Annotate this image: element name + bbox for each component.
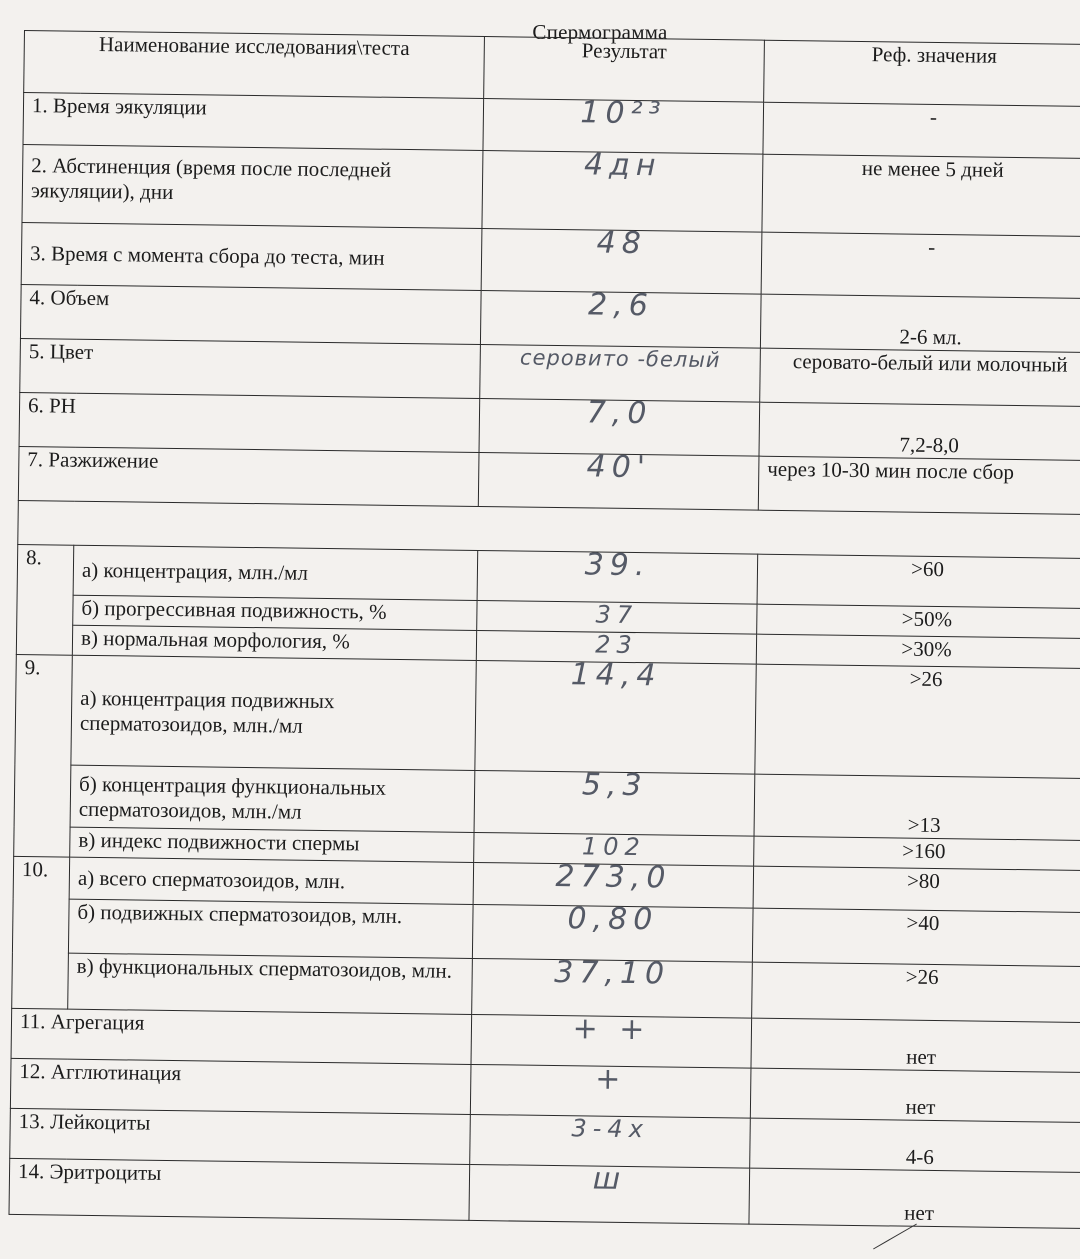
table-row [22, 144, 1080, 236]
row-ref: 7,2-8,0 [759, 402, 1080, 460]
row-ref: через 10-30 мин после сбор [758, 456, 1080, 514]
row-result: 37,10 [472, 958, 753, 1018]
table-row [15, 654, 1080, 778]
group-number: 9. [14, 654, 73, 857]
row-label: 1. Время эякуляции [23, 93, 484, 151]
row-label: 6. PH [19, 392, 480, 452]
row-label: 14. Эритроциты [9, 1158, 470, 1220]
results-table [8, 30, 1080, 1229]
group-number: 10. [12, 856, 70, 1009]
row-result: 102 [474, 832, 754, 866]
row-label: а) всего сперматозоидов, млн. [69, 857, 474, 904]
header-reference: Реф. значения [764, 40, 1080, 106]
row-label: б) подвижных сперматозоидов, млн. [68, 899, 473, 958]
row-result: 40' [478, 452, 759, 510]
row-ref: >60 [757, 554, 1080, 608]
row-ref: нет [750, 1068, 1080, 1122]
row-ref: - [763, 102, 1080, 158]
row-ref: >40 [752, 908, 1080, 966]
row-ref: нет [749, 1168, 1080, 1228]
row-label: в) индекс подвижности спермы [70, 827, 474, 862]
row-ref: >30% [756, 634, 1080, 668]
row-result: 14,4 [475, 660, 756, 774]
row-ref: - [761, 232, 1080, 298]
row-result: 23 [476, 630, 756, 664]
row-result: 5,3 [474, 770, 755, 836]
row-label: 3. Время с момента сбора до теста, мин [21, 222, 482, 290]
row-result: 0,80 [472, 904, 753, 962]
row-ref: серовато-белый или молочный [760, 348, 1080, 406]
row-result: 273,0 [473, 862, 754, 908]
row-label: 5. Цвет [20, 338, 481, 398]
row-result: 10²³ [483, 99, 764, 155]
results-sheet [8, 30, 1080, 1259]
row-result: + [470, 1064, 751, 1118]
header-result: Результат [484, 37, 765, 103]
group-number: 8. [16, 544, 73, 655]
row-result: 2,6 [480, 291, 761, 349]
row-result: + + [471, 1014, 752, 1068]
row-label: 4. Объем [20, 284, 481, 344]
row-label: а) концентрация, млн./мл [73, 545, 478, 600]
row-label: 13. Лейкоциты [10, 1108, 471, 1164]
row-result: 37 [477, 600, 757, 634]
row-result: 7,0 [479, 398, 760, 456]
row-ref: >26 [752, 962, 1080, 1022]
row-label: 2. Абстиненция (время после последней эякуляции), дни [22, 144, 483, 228]
row-label: б) концентрация функциональных сперматозоидов, млн./мл [70, 765, 475, 832]
row-result: ш [469, 1164, 750, 1224]
row-label: б) прогрессивная подвижность, % [73, 595, 477, 630]
row-ref: >50% [757, 604, 1080, 638]
row-result: 48 [481, 229, 762, 295]
row-result: серовито -белый [480, 345, 761, 403]
row-label: 12. Агглютинация [10, 1058, 471, 1114]
row-ref: >80 [753, 866, 1080, 912]
document-title: Спермограмма [532, 20, 668, 44]
row-ref: >13 [754, 774, 1080, 840]
row-result: 3-4х [470, 1114, 751, 1168]
row-ref: >160 [754, 836, 1080, 870]
row-ref: нет [751, 1018, 1080, 1072]
row-ref: 4-6 [750, 1118, 1080, 1172]
row-label: в) функциональных сперматозоидов, млн. [68, 953, 473, 1014]
row-result: 39. [477, 550, 758, 604]
row-label: в) нормальная морфология, % [72, 625, 476, 660]
row-ref: 2-6 мл. [760, 294, 1080, 352]
row-ref: не менее 5 дней [762, 154, 1080, 236]
row-ref: >26 [755, 664, 1080, 778]
row-label: 7. Разжижение [18, 446, 479, 506]
header-test: Наименование исследования\теста [24, 31, 485, 99]
row-label: 11. Агрегация [11, 1008, 472, 1064]
row-result: 4дн [482, 151, 763, 233]
row-label: а) концентрация подвижных сперматозоидов, млн./мл [71, 655, 476, 770]
